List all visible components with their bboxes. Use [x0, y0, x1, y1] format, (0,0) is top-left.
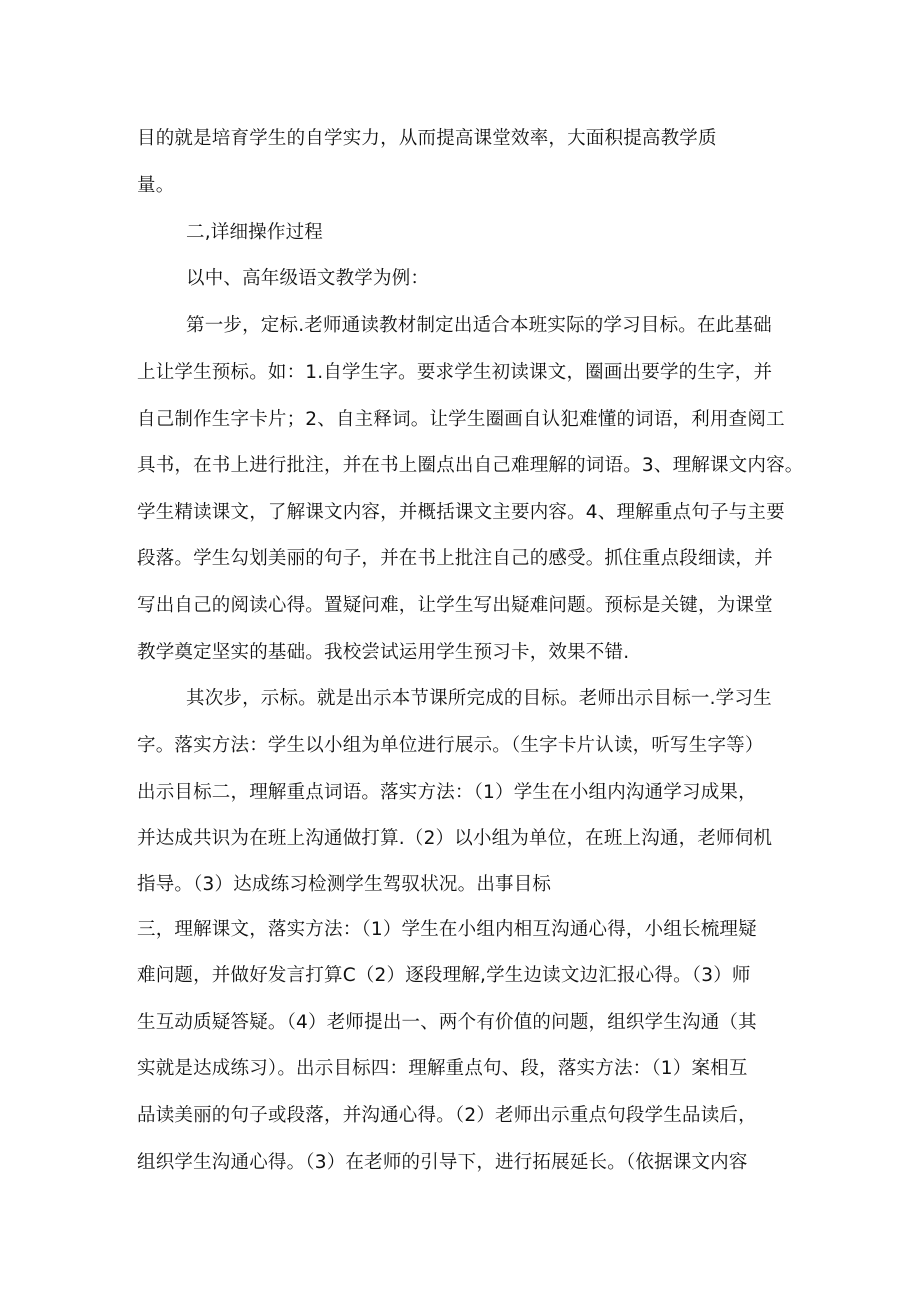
text-line: 字。落实方法：学生以小组为单位进行展示。（生字卡片认读，听写生字等） [137, 735, 764, 756]
text-line: 其次步，示标。就是出示本节课所完成的目标。老师出示目标一.学习生 [186, 688, 772, 709]
text-line: 教学奠定坚实的基础。我校尝试运用学生预习卡，效果不错. [137, 642, 630, 663]
text-line: 品读美丽的句子或段落，并沟通心得。（2）老师出示重点句段学生品读后， [137, 1105, 757, 1126]
text-line: 实就是达成练习）。出示目标四：理解重点句、段，落实方法：（1）案相互 [137, 1058, 748, 1079]
text-line: 目的就是培育学生的自学实力，从而提高课堂效率，大面积提高教学质 [137, 128, 717, 149]
text-line: 以中、高年级语文教学为例： [186, 268, 430, 289]
text-line: 生互动质疑答疑。（4）老师提出一、两个有价值的问题，组织学生沟通（其 [137, 1012, 757, 1033]
section-heading: 二,详细操作过程 [186, 222, 323, 243]
text-line: 上让学生预标。如：1.自学生字。要求学生初读课文，圈画出要学的生字，并 [137, 362, 773, 383]
text-line: 并达成共识为在班上沟通做打算.（2）以小组为单位，在班上沟通，老师伺机 [137, 828, 773, 849]
text-line: 三，理解课文，落实方法：（1）学生在小组内相互沟通心得，小组长梳理疑 [137, 919, 757, 940]
text-line: 第一步，定标.老师通读教材制定出适合本班实际的学习目标。在此基础 [186, 315, 772, 336]
text-line: 组织学生沟通心得。（3）在老师的引导下，进行拓展延长。（依据课文内容 [137, 1152, 748, 1173]
text-line: 自己制作生字卡片；2、自主释词。让学生圈画自认犯难懂的词语，利用查阅工 [137, 409, 785, 430]
text-line: 学生精读课文，了解课文内容，并概括课文主要内容。4、理解重点句子与主要 [137, 502, 785, 523]
text-line: 写出自己的阅读心得。置疑问难，让学生写出疑难问题。预标是关键，为课堂 [137, 595, 773, 616]
text-line: 段落。学生勾划美丽的句子，并在书上批注自己的感受。抓住重点段细读，并 [137, 548, 773, 569]
text-line: 具书，在书上进行批注，并在书上圈点出自己难理解的词语。3、理解课文内容。 [137, 455, 804, 476]
text-line: 量。 [137, 175, 175, 196]
text-line: 难问题，并做好发言打算C（2）逐段理解,学生边读文边汇报心得。（3）师 [137, 965, 751, 986]
text-line: 出示目标二，理解重点词语。落实方法：（1）学生在小组内沟通学习成果， [137, 782, 757, 803]
text-line: 指导。（3）达成练习检测学生驾驭状况。出事目标 [137, 874, 552, 895]
